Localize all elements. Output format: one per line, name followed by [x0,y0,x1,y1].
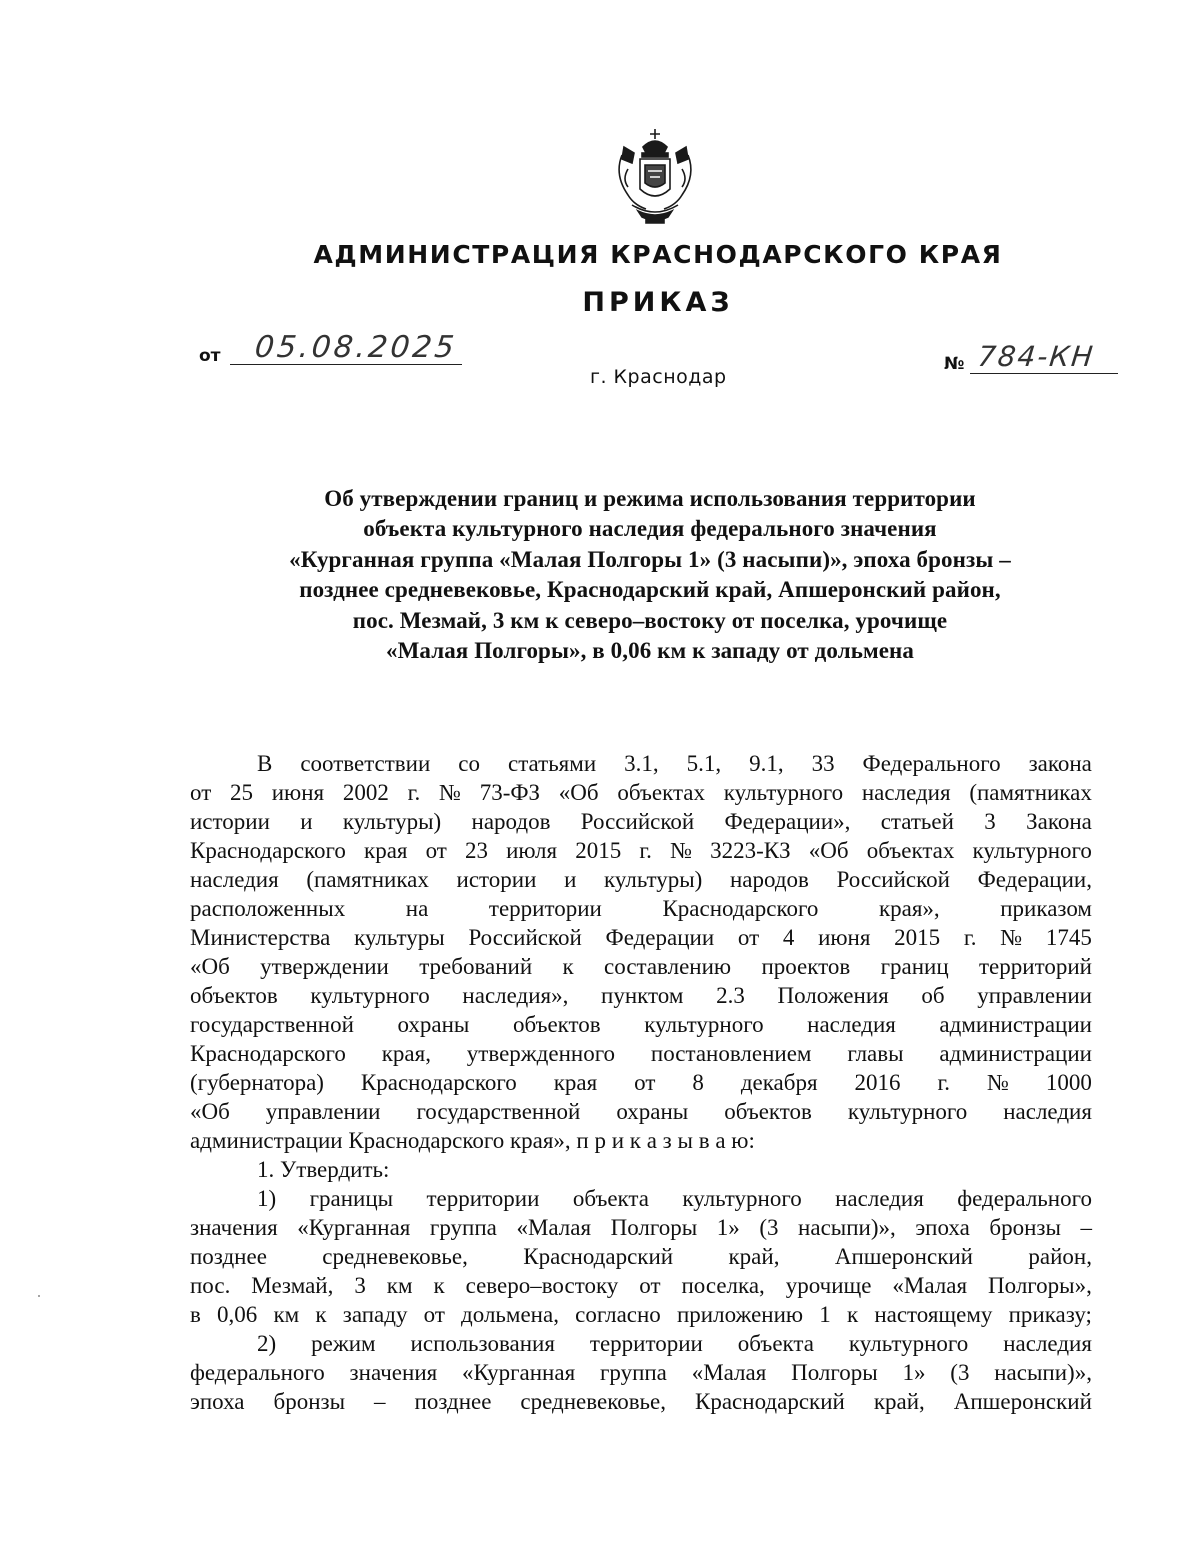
word: г. [639,838,652,863]
word: «Об [558,780,599,805]
word: края», [878,896,940,921]
word: культуры) [604,867,703,892]
word: 1 [819,1302,831,1327]
word: «Курганная [461,1360,576,1385]
word: и [300,809,313,834]
word: Российской [580,809,695,834]
body-line [257,1185,1092,1213]
title-line: Об утверждении границ и режима использования территории [324,486,976,511]
word: «Об [190,954,230,979]
word: приложению [676,1302,804,1327]
word: «Об [190,1099,230,1124]
word: Краснодарский [695,1389,845,1414]
word: 1000 [1045,1070,1092,1095]
body-line [257,1330,1092,1358]
word: – [374,1389,386,1414]
word: от [425,838,447,863]
word: бронзы [989,1215,1061,1240]
word: (губернатора) [190,1070,324,1095]
word: № [987,1070,1009,1095]
order-title [200,484,1100,666]
word: закона [1028,751,1092,776]
word: границ [880,954,949,979]
word: 23 [464,838,488,863]
word: июля [506,838,558,863]
word: насыпи)», [994,1360,1092,1385]
word: средневековье, [322,1244,468,1269]
word: поселка, [681,1273,765,1298]
body-line [190,808,1092,836]
word: к [562,954,574,979]
word: В [257,751,273,776]
word: июня [818,925,871,950]
word: к [315,1302,327,1327]
word: охраны [616,1099,689,1124]
number-handwritten: 784-КН [976,340,1097,373]
word: расположенных [190,896,346,921]
word: группа [429,1215,497,1240]
body-line [190,1243,1092,1271]
word: к [846,1302,859,1327]
word: Федерации, [977,867,1092,892]
word: края [364,838,408,863]
word: об [921,983,945,1008]
word: край, [728,1244,780,1269]
word: – [1080,1215,1092,1240]
word: северо–востоку [465,1273,619,1298]
word: 3.1, [624,751,659,776]
word: согласно [575,1302,661,1327]
word: в [190,1302,201,1327]
word: объектов [512,1012,601,1037]
word: территорий [979,954,1092,979]
word: настоящему [874,1302,993,1327]
word: 1» [716,1215,740,1240]
word: Российской [468,925,582,950]
word: от [190,780,212,805]
word: № [1000,925,1023,950]
word: урочище [785,1273,872,1298]
word: культурного [310,983,430,1008]
word: 2015 [894,925,941,950]
word: постановлением [650,1041,812,1066]
word: декабря [740,1070,818,1095]
word: 2002 [342,780,389,805]
word: «Курганная [297,1215,411,1240]
body-line [190,1069,1092,1097]
word: позднее [190,1244,267,1269]
word: «Малая [892,1273,968,1298]
word: Мезмай, [251,1273,334,1298]
word: управлении [265,1099,381,1124]
title-line: пос. Мезмай, 3 км к северо–востоку от поселка, урочище [352,607,948,633]
word: приказу; [1008,1302,1092,1327]
city-label: г. Краснодар [590,366,727,388]
word: объектах [866,838,955,863]
body-line [190,1388,1092,1416]
word: пунктом [601,983,684,1008]
word: Федерации [605,925,715,950]
word: средневековье, [520,1389,667,1414]
word: наследия [807,1012,896,1037]
word: насыпи)», [798,1215,896,1240]
word: истории [190,809,270,834]
body-line [190,1011,1092,1039]
scan-speck [38,1295,40,1297]
word: значения [190,1215,278,1240]
word: (памятниках [969,780,1092,805]
word: охраны [397,1012,470,1037]
word: 3223-КЗ [710,838,791,863]
word: бронзы [273,1389,346,1414]
number-underline [970,373,1118,374]
word: администрации [939,1041,1092,1066]
word: дольмена, [461,1302,559,1327]
word: 2) [257,1331,277,1356]
word: утвержденного [466,1041,616,1066]
word: наследия [835,1186,924,1211]
word: 2016 [854,1070,901,1095]
word: Апшеронский [834,1244,973,1269]
word: культурного [644,1012,764,1037]
word: народов [730,867,809,892]
title-line: «Малая Полгоры», в 0,06 км к западу от дольмена [385,638,914,664]
body-line [190,924,1092,952]
body-line [190,953,1092,981]
date-handwritten: 05.08.2025 [253,330,459,365]
word: (памятниках [306,867,429,892]
word: км [273,1302,300,1327]
word: истории [456,867,537,892]
body-line: 1. Утвердить: [257,1157,390,1182]
word: на [405,896,429,921]
word: статьей [880,809,954,834]
word: Краснодарского [360,1070,517,1095]
word: приказом [1000,896,1092,921]
word: 9.1, [749,751,784,776]
word: края, [381,1041,431,1066]
body-line [257,750,1092,778]
word: 2015 [575,838,622,863]
body-line [190,779,1092,807]
word: проектов [761,954,851,979]
word: Закона [1026,809,1092,834]
word: администрации [939,1012,1092,1037]
word: эпоха [915,1215,970,1240]
word: № [670,838,693,863]
word: край, [873,1389,925,1414]
body-line [190,1272,1092,1300]
word: от [423,1302,445,1327]
body-line [190,1301,1092,1329]
document-type: ПРИКАЗ [582,287,734,318]
word: Российской [836,867,950,892]
word: наследия», [462,983,569,1008]
word: главы [847,1041,904,1066]
word: от [639,1273,661,1298]
word: 25 [230,780,253,805]
word: западу [342,1302,408,1327]
word: (3 [759,1215,779,1240]
word: значения [349,1360,438,1385]
word: Апшеронский [953,1389,1092,1414]
word: наследия [190,867,279,892]
word: статьями [507,751,597,776]
body-line [190,982,1092,1010]
word: от [737,925,760,950]
body-line [190,1040,1092,1068]
word: наследия [1003,1099,1092,1124]
body-line [190,1214,1092,1242]
number-label: № [944,354,965,374]
word: 1» [902,1360,926,1385]
word: требований [419,954,533,979]
coat-of-arms-icon [610,125,700,225]
word: культурного [847,1099,968,1124]
word: культурного [972,838,1092,863]
word: объектов [724,1099,812,1124]
word: Краснодарского [190,838,346,863]
word: 5.1, [686,751,722,776]
word: 1745 [1045,925,1092,950]
word: 3 [354,1273,366,1298]
word: «Малая [516,1215,592,1240]
word: Положения [777,983,889,1008]
word: эпоха [190,1389,245,1414]
word: объекта [572,1186,649,1211]
body-line [190,1098,1092,1126]
body-line [190,895,1092,923]
word: от [634,1070,656,1095]
word: соответствии [300,751,431,776]
word: культуры [354,925,445,950]
word: наследия [1003,1331,1092,1356]
word: 8 [692,1070,704,1095]
title-line: позднее средневековье, Краснодарский край, Апшеронский район, [299,577,1001,603]
word: Краснодарского [662,896,819,921]
word: границы [309,1186,394,1211]
body-line [190,1359,1092,1387]
word: 0,06 [217,1302,258,1327]
word: район, [1028,1244,1092,1269]
word: объектах [617,780,706,805]
body-line: администрации Краснодарского края», п р и к а з ы в а ю: [190,1128,755,1153]
word: Федерального [862,751,1001,776]
word: государственной [190,1012,354,1037]
word: утверждении [260,954,389,979]
word: г. [937,1070,951,1095]
word: объекта [737,1331,814,1356]
word: территории [488,896,602,921]
word: культуры) [342,809,442,834]
word: культурного [723,780,844,805]
word: федерального [957,1186,1092,1211]
word: края [553,1070,598,1095]
word: государственной [416,1099,581,1124]
word: режим [311,1331,376,1356]
word: пос. [190,1273,231,1298]
word: позднее [414,1389,492,1414]
organization-name: АДМИНИСТРАЦИЯ КРАСНОДАРСКОГО КРАЯ [313,240,1003,269]
word: г. [963,925,977,950]
word: наследия [861,780,951,805]
word: «Малая [691,1360,767,1385]
word: Полгоры [791,1360,878,1385]
word: 1) [257,1186,277,1211]
word: Полгоры», [988,1273,1092,1298]
word: 33 [811,751,835,776]
word: управлении [977,983,1092,1008]
word: 73-ФЗ [479,780,541,805]
word: культурного [682,1186,802,1211]
word: 2.3 [716,983,745,1008]
word: народов [471,809,551,834]
word: км [386,1273,413,1298]
word: группа [599,1360,667,1385]
word: федерального [190,1360,325,1385]
word: июня [271,780,325,805]
word: (3 [950,1360,970,1385]
body-line [190,837,1092,865]
word: Федерации», [724,809,851,834]
word: составлению [604,954,732,979]
word: г. [407,780,421,805]
word: со [458,751,480,776]
word: территории [426,1186,540,1211]
word: № [438,780,461,805]
date-label: от [199,346,221,366]
word: Полгоры [610,1215,698,1240]
word: культурного [848,1331,969,1356]
word: Краснодарский [523,1244,674,1269]
title-line: «Курганная группа «Малая Полгоры 1» (3 насыпи)», эпоха бронзы – [289,546,1011,572]
word: объектов [190,983,278,1008]
title-line: объекта культурного наследия федерального значения [363,516,937,542]
word: Министерства [190,925,331,950]
word: 4 [782,925,795,950]
word: Краснодарского [190,1041,346,1066]
word: территории [589,1331,703,1356]
word: и [564,867,577,892]
word: «Об [808,838,849,863]
word: к [433,1273,445,1298]
word: использования [410,1331,555,1356]
body-line [190,866,1092,894]
word: 3 [984,809,996,834]
